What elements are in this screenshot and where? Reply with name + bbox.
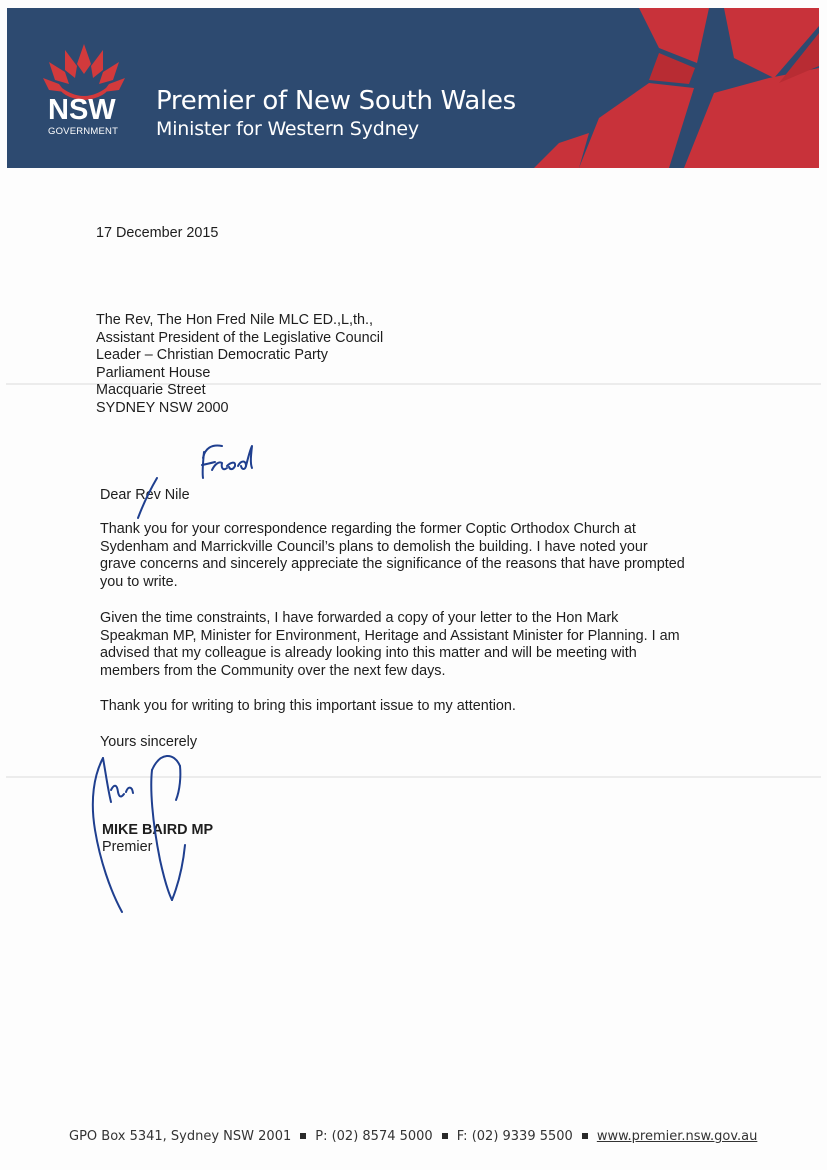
- letterhead-footer: [69, 1129, 757, 1144]
- recipient-line: SYDNEY NSW 2000: [96, 399, 229, 416]
- handwritten-fred-annotation: [138, 446, 252, 519]
- paragraph-line: grave concerns and sincerely appreciate the significance of the reasons that have prompted: [100, 556, 685, 572]
- recipient-line: Assistant President of the Legislative Council: [96, 329, 384, 346]
- paragraph-line: members from the Community over the next few days.: [100, 662, 446, 679]
- footer-fax: F: (02) 9339 5500: [456, 1129, 573, 1144]
- paragraph-line: Sydenham and Marrickville Council’s plans to demolish the building. I have noted your: [100, 538, 648, 555]
- page-fold-line: [6, 776, 821, 778]
- recipient-line: Parliament House: [96, 364, 211, 381]
- letterhead-banner: [7, 8, 819, 168]
- paragraph-line: Speakman MP, Minister for Environment, Heritage and Assistant Minister for Planning. I am: [100, 627, 680, 644]
- recipient-line: The Rev, The Hon Fred Nile MLC ED.,L,th.,: [96, 312, 373, 328]
- body-paragraph: [100, 610, 680, 680]
- salutation: Dear Rev Nile: [100, 487, 190, 503]
- footer-website-link[interactable]: www.premier.nsw.gov.au: [596, 1129, 758, 1144]
- paragraph-line: advised that my colleague is already looking into this matter and will be meeting with: [100, 645, 637, 661]
- office-subtitle: Minister for Western Sydney: [156, 118, 419, 140]
- nsw-logo-text: NSW: [48, 94, 116, 126]
- signatory-name: MIKE BAIRD MP: [102, 822, 214, 838]
- square-bullet-icon: [442, 1133, 448, 1139]
- paragraph-line: Thank you for writing to bring this important issue to my attention.: [100, 698, 516, 714]
- square-bullet-icon: [582, 1133, 588, 1139]
- paragraph-line: Given the time constraints, I have forwarded a copy of your letter to the Hon Mark: [100, 610, 619, 626]
- footer-phone: P: (02) 8574 5000: [315, 1129, 433, 1144]
- paragraph-line: you to write.: [100, 573, 178, 590]
- government-logo-text: GOVERNMENT: [48, 126, 119, 137]
- footer-address: GPO Box 5341, Sydney NSW 2001: [69, 1129, 292, 1144]
- office-title: Premier of New South Wales: [156, 86, 516, 116]
- body-paragraph: [100, 521, 685, 591]
- signatory-title: Premier: [102, 839, 153, 855]
- square-bullet-icon: [300, 1133, 306, 1139]
- closing: Yours sincerely: [100, 734, 198, 750]
- waratah-petals-graphic: [519, 8, 819, 168]
- recipient-address: [96, 312, 383, 417]
- letter-date: 17 December 2015: [96, 225, 219, 241]
- body-paragraph: [100, 698, 516, 716]
- recipient-line: Macquarie Street: [96, 382, 206, 398]
- recipient-line: Leader – Christian Democratic Party: [96, 347, 328, 363]
- paragraph-line: Thank you for your correspondence regarding the former Coptic Orthodox Church at: [100, 521, 636, 537]
